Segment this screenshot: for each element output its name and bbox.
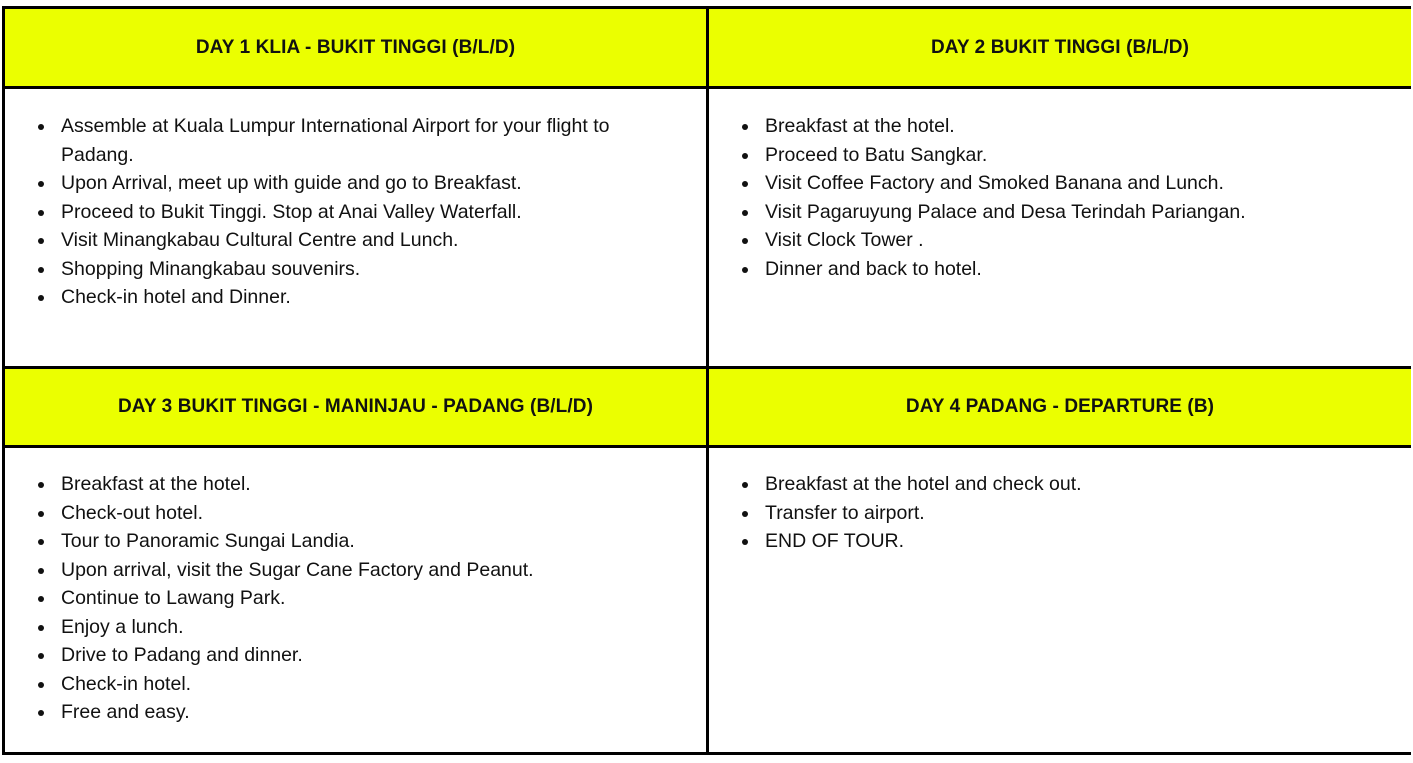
bullet-icon xyxy=(38,539,44,545)
bullet-icon xyxy=(38,653,44,659)
day-1-header xyxy=(5,9,706,86)
day-4-list xyxy=(709,470,1411,556)
list-item: Breakfast at the hotel and check out. xyxy=(709,470,1411,499)
bullet-icon xyxy=(38,124,44,130)
list-item: Dinner and back to hotel. xyxy=(709,255,1411,284)
list-item: Check-out hotel. xyxy=(5,499,706,528)
bullet-icon xyxy=(742,124,748,130)
bullet-icon xyxy=(742,482,748,488)
list-item: Assemble at Kuala Lumpur International Airport for your flight to Padang. xyxy=(5,112,706,169)
row-divider xyxy=(5,366,1408,369)
bullet-icon xyxy=(742,511,748,517)
list-item: Visit Pagaruyung Palace and Desa Terindah Pariangan. xyxy=(709,198,1411,227)
list-item: Proceed to Batu Sangkar. xyxy=(709,141,1411,170)
list-item: Continue to Lawang Park. xyxy=(5,584,706,613)
list-item: Enjoy a lunch. xyxy=(5,613,706,642)
bullet-icon xyxy=(742,238,748,244)
column-divider xyxy=(706,9,709,752)
day-1-list xyxy=(5,112,706,312)
day-4-header xyxy=(709,369,1411,445)
list-item: Free and easy. xyxy=(5,698,706,727)
bullet-icon xyxy=(38,511,44,517)
itinerary-table xyxy=(2,6,1411,755)
day-2-activities xyxy=(709,89,1411,366)
bullet-icon xyxy=(38,682,44,688)
row-divider xyxy=(5,445,1408,448)
bullet-icon xyxy=(38,238,44,244)
bullet-icon xyxy=(38,295,44,301)
day-1-title: DAY 1 KLIA - BUKIT TINGGI (B/L/D) xyxy=(195,36,516,58)
list-item: END OF TOUR. xyxy=(709,527,1411,556)
list-item: Visit Coffee Factory and Smoked Banana and Lunch. xyxy=(709,169,1411,198)
bullet-icon xyxy=(38,596,44,602)
day-4-activities xyxy=(709,448,1411,752)
day-4-title: DAY 4 PADANG - DEPARTURE (B) xyxy=(905,396,1215,417)
list-item: Tour to Panoramic Sungai Landia. xyxy=(5,527,706,556)
bullet-icon xyxy=(742,539,748,545)
list-item: Proceed to Bukit Tinggi. Stop at Anai Valley Waterfall. xyxy=(5,198,706,227)
day-3-header xyxy=(5,369,706,445)
day-3-activities xyxy=(5,448,706,752)
day-1-activities xyxy=(5,89,706,366)
list-item: Check-in hotel and Dinner. xyxy=(5,283,706,312)
bullet-icon xyxy=(38,181,44,187)
bullet-icon xyxy=(38,267,44,273)
list-item: Breakfast at the hotel. xyxy=(709,112,1411,141)
bullet-icon xyxy=(742,210,748,216)
day-2-list xyxy=(709,112,1411,283)
day-2-title: DAY 2 BUKIT TINGGI (B/L/D) xyxy=(930,36,1190,58)
list-item: Upon arrival, visit the Sugar Cane Factory and Peanut. xyxy=(5,556,706,585)
list-item: Drive to Padang and dinner. xyxy=(5,641,706,670)
bullet-icon xyxy=(742,153,748,159)
bullet-icon xyxy=(38,482,44,488)
day-3-title: DAY 3 BUKIT TINGGI - MANINJAU - PADANG (B/L/D) xyxy=(117,396,594,417)
bullet-icon xyxy=(742,267,748,273)
list-item: Shopping Minangkabau souvenirs. xyxy=(5,255,706,284)
list-item: Transfer to airport. xyxy=(709,499,1411,528)
day-3-list xyxy=(5,470,706,727)
list-item: Check-in hotel. xyxy=(5,670,706,699)
row-divider xyxy=(5,86,1408,89)
list-item: Breakfast at the hotel. xyxy=(5,470,706,499)
list-item: Visit Minangkabau Cultural Centre and Lunch. xyxy=(5,226,706,255)
list-item: Upon Arrival, meet up with guide and go to Breakfast. xyxy=(5,169,706,198)
list-item: Visit Clock Tower . xyxy=(709,226,1411,255)
bullet-icon xyxy=(38,210,44,216)
bullet-icon xyxy=(38,625,44,631)
bullet-icon xyxy=(38,710,44,716)
day-2-header xyxy=(709,9,1411,86)
bullet-icon xyxy=(38,568,44,574)
bullet-icon xyxy=(742,181,748,187)
